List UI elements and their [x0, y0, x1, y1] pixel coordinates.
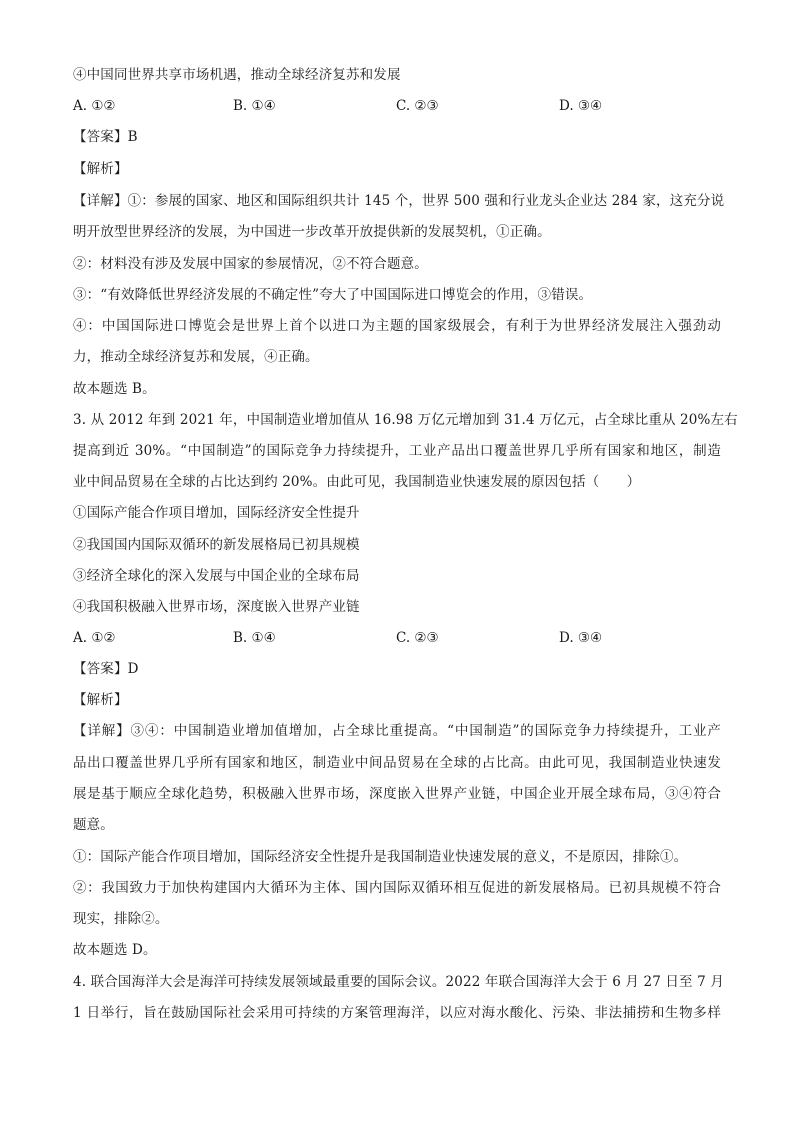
q3-detail-line: 现实，排除②。: [73, 911, 169, 927]
q3-option-a: A. ①②: [73, 630, 116, 646]
q2-detail-line: 明开放型世界经济的发展，为中国进一步改革开放提供新的发展契机，①正确。: [73, 224, 551, 240]
q4-stem-line: 4. 联合国海洋大会是海洋可持续发展领域最重要的国际会议。2022 年联合国海洋大会于 6 月 27 日至 7 月: [73, 974, 724, 990]
q3-answer: 【答案】D: [73, 661, 139, 677]
q3-detail-line: ①：国际产能合作项目增加，国际经济安全性提升是我国制造业快速发展的意义，不是原因，排除①。: [73, 849, 688, 865]
q3-detail-line: 品出口覆盖世界几乎所有国家和地区，制造业中间品贸易在全球的占比高。由此可见，我国制造业快速发: [73, 755, 721, 771]
q2-detail-line: ④：中国国际进口博览会是世界上首个以进口为主题的国家级展会，有利于为世界经济发展注入强劲动: [73, 318, 721, 334]
q2-option-c: C. ②③: [396, 98, 439, 114]
q3-stem-line: 业中间品贸易在全球的占比达到约 20%。由此可见，我国制造业快速发展的原因包括（ ）: [73, 474, 641, 490]
q3-option-d: D. ③④: [559, 630, 603, 646]
q3-item-3: ③经济全球化的深入发展与中国企业的全球布局: [73, 568, 360, 584]
q3-item-4: ④我国积极融入世界市场，深度嵌入世界产业链: [73, 599, 360, 615]
q2-answer: 【答案】B: [73, 129, 138, 145]
q3-detail-line: 【详解】③④：中国制造业增加值增加，占全球比重提高。“中国制造”的国际竞争力持续提升，工业产: [73, 723, 721, 739]
q3-item-2: ②我国国内国际双循环的新发展格局已初具规模: [73, 537, 360, 553]
q3-analysis-heading: 【解析】: [73, 692, 128, 708]
q3-detail-line: ②：我国致力于加快构建国内大循环为主体、国内国际双循环相互促进的新发展格局。已初具规模不符合: [73, 880, 721, 896]
q2-conclusion: 故本题选 B。: [73, 381, 156, 397]
q3-option-b: B. ①④: [233, 630, 276, 646]
q2-analysis-heading: 【解析】: [73, 161, 128, 177]
q4-stem-line: 1 日举行，旨在鼓励国际社会采用可持续的方案管理海洋，以应对海水酸化、污染、非法捕捞和生物多样: [73, 1005, 721, 1021]
q3-stem-line: 3. 从 2012 年到 2021 年，中国制造业增加值从 16.98 万亿元增加到 31.4 万亿元，占全球比重从 20%左右: [73, 412, 738, 428]
q3-conclusion: 故本题选 D。: [73, 942, 157, 958]
q3-stem-line: 提高到近 30%。“中国制造”的国际竞争力持续提升，工业产品出口覆盖世界几乎所有国家和地区，制造: [73, 443, 721, 459]
q2-detail-line: ②：材料没有涉及发展中国家的参展情况，②不符合题意。: [73, 256, 428, 272]
q3-item-1: ①国际产能合作项目增加，国际经济安全性提升: [73, 505, 360, 521]
q2-option-a: A. ①②: [73, 98, 116, 114]
q3-detail-line: 题意。: [73, 817, 114, 833]
q2-item-4: ④中国同世界共享市场机遇，推动全球经济复苏和发展: [73, 67, 401, 83]
q2-option-b: B. ①④: [233, 98, 276, 114]
q2-detail-line: 力，推动全球经济复苏和发展，④正确。: [73, 349, 319, 365]
q3-option-c: C. ②③: [396, 630, 439, 646]
q2-option-d: D. ③④: [559, 98, 603, 114]
q2-detail-line: 【详解】①：参展的国家、地区和国际组织共计 145 个，世界 500 强和行业龙头企业达 284 家，这充分说: [73, 193, 725, 209]
q2-detail-line: ③：“有效降低世界经济发展的不确定性”夸大了中国国际进口博览会的作用，③错误。: [73, 287, 593, 303]
q3-detail-line: 展是基于顺应全球化趋势，积极融入世界市场，深度嵌入世界产业链，中国企业开展全球布局，③④符合: [73, 786, 721, 802]
